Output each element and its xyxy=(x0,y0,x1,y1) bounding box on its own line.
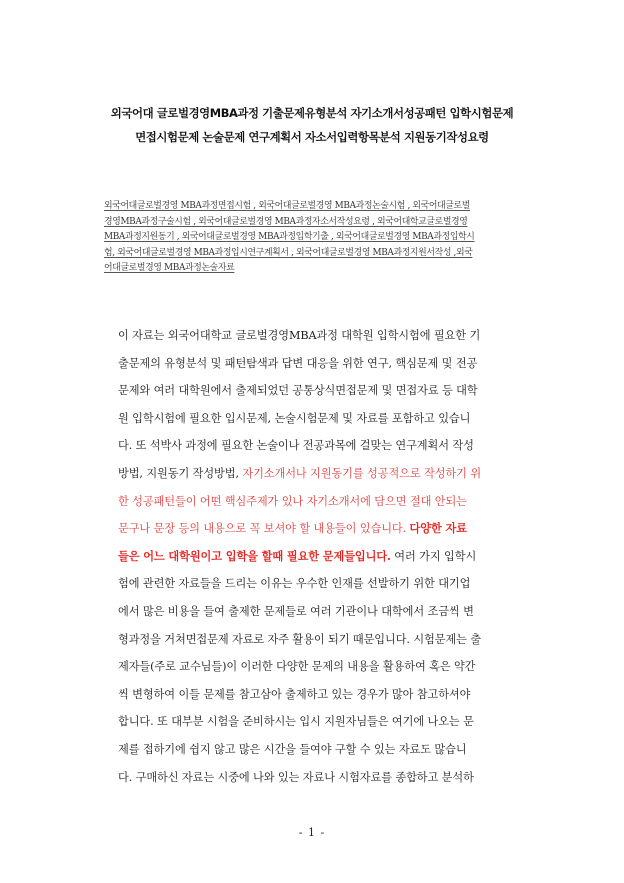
document-title xyxy=(60,101,564,149)
body-paragraph xyxy=(118,322,518,791)
body-line: 출문제의 유형분석 및 패턴탐색과 답변 대응을 위한 연구, 핵심문제 및 전공 xyxy=(118,356,478,370)
keyword-line: 어대글로벌경영 MBA과정논술자료 xyxy=(104,263,235,274)
body-line xyxy=(118,515,518,543)
body-line: 제자들(주로 교수님들)이 이러한 다양한 문제의 내용을 활용하여 혹은 약간 xyxy=(118,660,476,674)
body-text-span: 여러 가지 입학시 xyxy=(390,549,477,563)
body-line xyxy=(118,460,518,488)
body-line: 다. 또 석박사 과정에 필요한 논술이나 전공과목에 걸맞는 연구계획서 작성 xyxy=(118,439,474,453)
highlight-red-text: 자기소개서나 지원동기를 성공적으로 작성하기 위 xyxy=(242,466,482,480)
body-line xyxy=(118,543,518,571)
keyword-line: MBA과정지원동기 , 외국어대글로벌경영 MBA과정입학기출 , 외국어대글로벌경영 MBA과정입학시 xyxy=(104,232,475,243)
highlight-red-text: 한 성공패턴들이 어떤 핵심주제가 있나 자기소개서에 담으면 절대 안되는 xyxy=(118,494,467,508)
keyword-line: 외국어대글로벌경영 MBA과정면접시험 , 외국어대글로벌경영 MBA과정논술시험 , 외국어대글로벌 xyxy=(104,201,470,211)
page-number: - 1 - xyxy=(298,826,326,839)
body-line: 합니다. 또 대부분 시험을 준비하시는 입시 지원자님들은 여기에 나오는 문 xyxy=(118,715,474,729)
highlight-red-text: 문구나 문장 등의 내용으로 꼭 보셔야 할 내용들이 있습니다. xyxy=(118,522,410,536)
keyword-line: 험, 외국어대글로벌경영 MBA과정입시연구계획서 , 외국어대글로벌경영 MBA과정지원서작성 ,외국 xyxy=(104,247,473,258)
highlight-bold-red-text: 다양한 자료 xyxy=(409,521,467,536)
title-line-1: 외국어대 글로벌경영MBA과정 기출문제유형분석 자기소개서성공패턴 입학시험문제 xyxy=(110,106,514,120)
body-line: 험에 관련한 자료들을 드리는 이유는 우수한 인재를 선발하기 위한 대기업 xyxy=(118,577,471,591)
body-line: 문제와 여러 대학원에서 출제되었던 공통상식면접문제 및 면접자료 등 대학 xyxy=(118,384,478,398)
body-line: 형과정을 거쳐면접문제 자료로 자주 활용이 되기 때문입니다. 시험문제는 출 xyxy=(118,632,482,646)
keyword-list xyxy=(104,199,524,277)
body-line: 에서 많은 비용을 들여 출제한 문제들로 여러 기관이나 대학에서 조금씩 변 xyxy=(118,604,474,618)
title-line-2: 면접시험문제 논술문제 연구계획서 자소서입력항목분석 지원동기작성요령 xyxy=(135,130,489,144)
body-line: 이 자료는 외국어대학교 글로벌경영MBA과정 대학원 입학시험에 필요한 기 xyxy=(118,329,481,342)
body-line: 제를 접하기에 쉽지 않고 많은 시간을 들여야 구할 수 있는 자료도 많습니 xyxy=(118,742,467,756)
body-text-span: 방법, 지원동기 작성방법, xyxy=(118,466,243,480)
keyword-line: 경영MBA과정구술시험 , 외국어대글로벌경영 MBA과정자소서작성요령 , 외국어대학교글로벌경영 xyxy=(104,216,468,227)
body-line: 씩 변형하여 이들 문제를 참고삼아 출제하고 있는 경우가 많아 참고하셔야 xyxy=(118,687,471,701)
body-line: 다. 구매하신 자료는 시중에 나와 있는 자료나 시험자료를 종합하고 분석하 xyxy=(118,770,474,784)
highlight-bold-red-text: 들은 어느 대학원이고 입학을 할때 필요한 문제들입니다. xyxy=(118,548,391,563)
body-line: 원 입학시험에 필요한 입시문제, 논술시험문제 및 자료를 포함하고 있습니 xyxy=(118,411,471,425)
